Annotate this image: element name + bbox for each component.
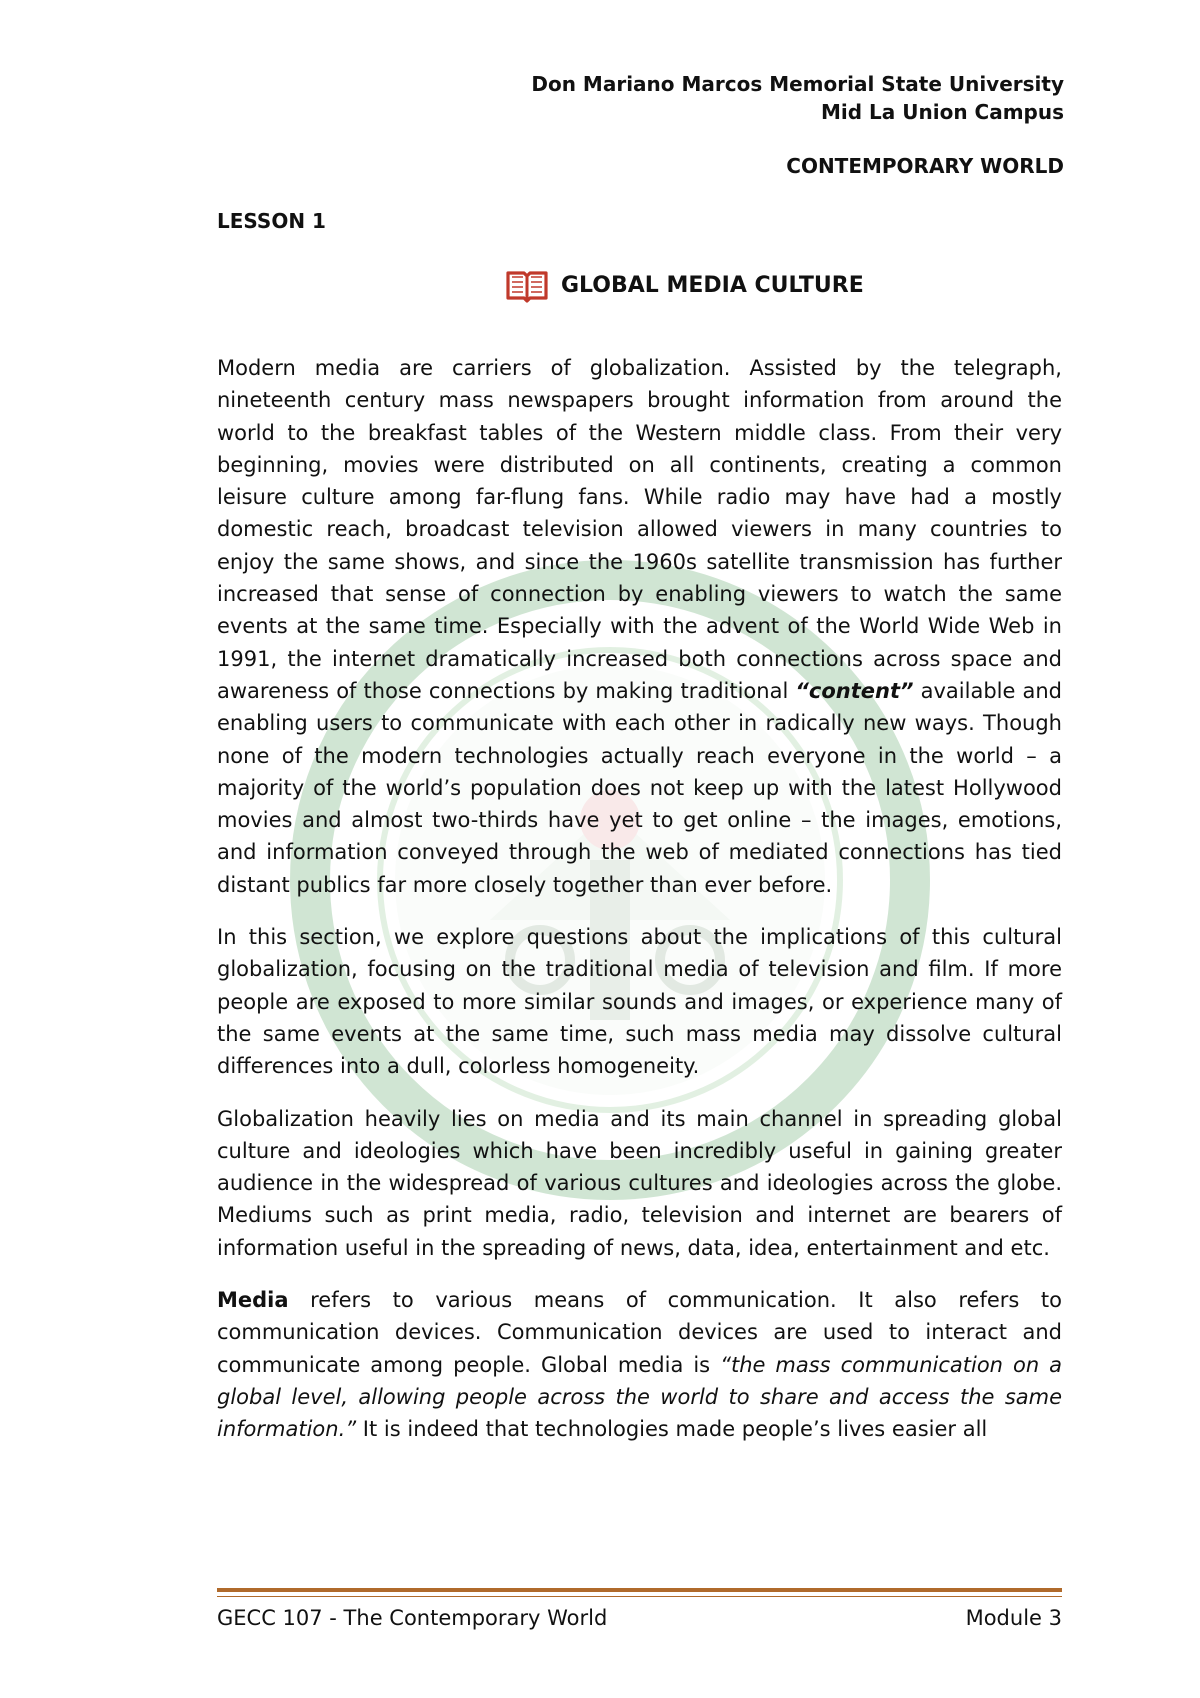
campus-name: Mid La Union Campus bbox=[821, 100, 1064, 124]
content-emphasis: “content” bbox=[795, 678, 914, 703]
media-term: Media bbox=[217, 1288, 289, 1313]
global-media-definition: “the mass communication on a global level, allowing people across the world to share and access the same information.” bbox=[217, 1352, 1062, 1442]
lesson-content bbox=[217, 352, 1062, 1466]
university-name: Don Mariano Marcos Memorial State University bbox=[531, 72, 1064, 96]
paragraph-1 bbox=[217, 352, 1062, 901]
footer-rule-thin bbox=[217, 1596, 1062, 1597]
paragraph-1-text-a: Modern media are carriers of globalization. Assisted by the telegraph, nineteenth century mass newspapers brought information from around the world to the breakfast tables of the Western middle class. From their very beginning, movies were distributed on all continents, creating a common leisure culture among far-flung fans. While radio may have had a mostly domestic reach, broadcast television allowed viewers in many countries to enjoy the same shows, and since the 1960s satellite transmission has further increased that sense of connection by enabling viewers to watch the same events at the same time. Especially with the advent of the World Wide Web in 1991, the internet dramatically increased both connections across space and awareness of those connections by making traditional bbox=[217, 356, 1062, 703]
book-icon bbox=[505, 268, 549, 304]
lesson-title-row bbox=[505, 268, 864, 304]
paragraph-3: Globalization heavily lies on media and its main channel in spreading global culture and ideologies which have been incredibly useful in gaining greater audience in the widespread of various cultures and ideologies across the globe. Mediums such as print media, radio, television and internet are bearers of information useful in the spreading of news, data, idea, entertainment and etc. bbox=[217, 1106, 1062, 1260]
lesson-title: GLOBAL MEDIA CULTURE bbox=[561, 273, 864, 298]
footer-module: Module 3 bbox=[965, 1606, 1062, 1630]
page-header bbox=[531, 70, 1064, 126]
paragraph-4-text-a: refers to various means of communication. It also refers to communication devices. Communication devices are used to interact and communicate among people. Global media is bbox=[217, 1288, 1062, 1377]
paragraph-4-text-b: It is indeed that technologies made people’s lives easier all bbox=[356, 1417, 988, 1442]
lesson-label: LESSON 1 bbox=[217, 209, 326, 233]
footer-rule bbox=[217, 1588, 1062, 1592]
paragraph-4 bbox=[217, 1284, 1062, 1445]
footer-course: GECC 107 - The Contemporary World bbox=[217, 1606, 608, 1630]
course-title: CONTEMPORARY WORLD bbox=[786, 154, 1064, 178]
paragraph-2: In this section, we explore questions about the implications of this cultural globalization, focusing on the traditional media of television and film. If more people are exposed to more similar sounds and images, or experience many of the same events at the same time, such mass media may dissolve cultural differences into a dull, colorless homogeneity. bbox=[217, 925, 1062, 1079]
paragraph-1-text-b: available and enabling users to communicate with each other in radically new ways. Though none of the modern technologies actually reach everyone in the world – a majority of the world’s population does not keep up with the latest Hollywood movies and almost two-thirds have yet to get online – the images, emotions, and information conveyed through the web of mediated connections has tied distant publics far more closely together than ever before. bbox=[217, 678, 1062, 897]
